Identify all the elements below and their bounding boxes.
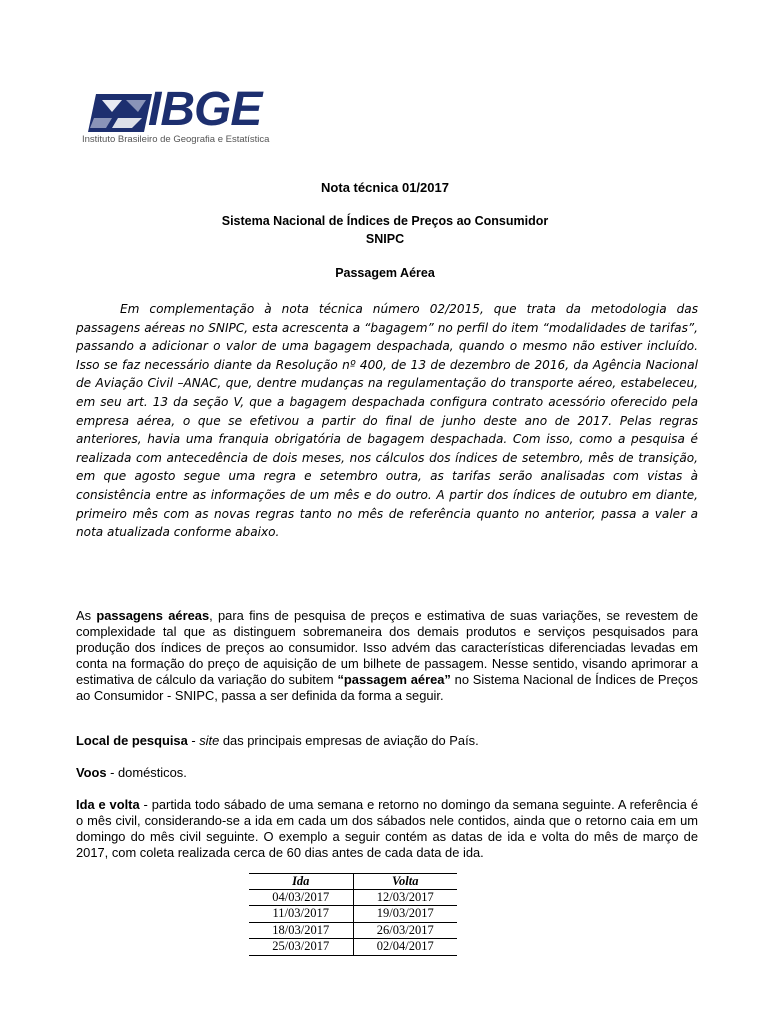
header-volta: Volta bbox=[353, 874, 457, 890]
ida-volta-rest: - partida todo sábado de uma semana e retorno no domingo da semana seguinte. A referência é o mês civil, considerando-se a ida em cada um dos sábados nele contidos, ainda que o retorno caia em um domingo do mês civil seguinte. O exemplo a seguir contém as datas de ida e volta do mês de março de 2017, com coleta realizada cerca de 60 dias antes de cada data de ida. bbox=[76, 797, 698, 860]
p1-text-2: , para fins de pesquisa de preços e estimativa de suas variações, se revestem de complexidade tal que as distinguem sobremaneira dos demais produtos e serviços pesquisados para produção dos índices de preços ao consumidor. Isso advém das características diferenciadas levadas em conta na formação do preço de aquisição de um bilhete de passagem. Nesse sentido, visando aprimorar a estimativa de cálculo da variação do subitem bbox=[76, 608, 698, 687]
paragraph-voos bbox=[76, 765, 698, 781]
ibge-emblem-icon bbox=[82, 92, 154, 136]
header-ida: Ida bbox=[249, 874, 353, 890]
cell-ida: 04/03/2017 bbox=[249, 890, 353, 906]
p1-bold-1: passagens aéreas bbox=[96, 608, 210, 623]
cell-volta: 12/03/2017 bbox=[353, 890, 457, 906]
local-label: Local de pesquisa bbox=[76, 733, 188, 748]
cell-volta: 19/03/2017 bbox=[353, 906, 457, 922]
voos-label: Voos bbox=[76, 765, 107, 780]
cell-ida: 18/03/2017 bbox=[249, 922, 353, 938]
cell-ida: 25/03/2017 bbox=[249, 939, 353, 955]
system-line-1: Sistema Nacional de Índices de Preços ao Consumidor bbox=[221, 214, 549, 228]
voos-rest: - domésticos. bbox=[106, 765, 187, 780]
p1-text-1: As bbox=[76, 608, 97, 623]
paragraph-passagens bbox=[76, 608, 698, 704]
intro-paragraph: Em complementação à nota técnica número 02/2015, que trata da metodologia das passagens aéreas no SNIPC, esta acrescenta a “bagagem” no perfil do item “modalidades de tarifas”, passando a adicionar o valor de uma bagagem despachada, quando o mesmo não estiver incluído. Isso se faz necessário diante da Resolução nº 400, de 13 de dezembro de 2016, da Agência Nacional de Aviação Civil –ANAC, que, dentre mudanças na regulamentação do transporte aéreo, estabeleceu, em seu art. 13 da seção V, que a bagagem despachada configura contrato acessório oferecido pela empresa aérea, o que se efetivou a partir do final de junho deste ano de 2017. Pelas regras anteriores, havia uma franquia obrigatória de bagagem despachada. Com isso, como a pesquisa é realizada com antecedência de dois meses, nos cálculos dos índices de setembro, mês de transição, em que agosto segue uma regra e setembro outra, as tarifas serão analisadas com vistas à consistência entre as informações de um mês e do outro. A partir dos índices de outubro em diante, primeiro mês com as novas regras tanto no mês de referência quanto no anterior, passa a valer a nota atualizada conforme abaixo. bbox=[76, 302, 698, 540]
table-row bbox=[249, 939, 457, 955]
paragraph-local bbox=[76, 733, 698, 749]
system-line-2: SNIPC bbox=[365, 232, 405, 246]
dates-table bbox=[249, 873, 457, 956]
ida-volta-label: Ida e volta bbox=[76, 797, 140, 812]
p1-bold-2: “passagem aérea” bbox=[337, 672, 451, 687]
paragraph-ida-volta bbox=[76, 797, 698, 861]
logo-wordmark: IBGE bbox=[148, 83, 262, 136]
local-sep: - bbox=[187, 733, 200, 748]
document-system-name bbox=[0, 212, 770, 248]
document-title: Nota técnica 01/2017 bbox=[321, 180, 449, 195]
document-topic: Passagem Aérea bbox=[335, 266, 435, 280]
cell-volta: 02/04/2017 bbox=[353, 939, 457, 955]
cell-ida: 11/03/2017 bbox=[249, 906, 353, 922]
table-row bbox=[249, 922, 457, 938]
local-rest: das principais empresas de aviação do País. bbox=[219, 733, 479, 748]
table-header-row bbox=[249, 874, 457, 890]
ibge-logo bbox=[82, 83, 302, 150]
cell-volta: 26/03/2017 bbox=[353, 922, 457, 938]
logo-subtitle: Instituto Brasileiro de Geografia e Estatística bbox=[82, 134, 270, 145]
local-site: site bbox=[199, 733, 220, 748]
table-row bbox=[249, 906, 457, 922]
p1-text-3: no Sistema Nacional de Índices de Preços ao Consumidor - SNIPC, passa a ser definida da forma a seguir. bbox=[76, 672, 698, 703]
table-row bbox=[249, 890, 457, 906]
